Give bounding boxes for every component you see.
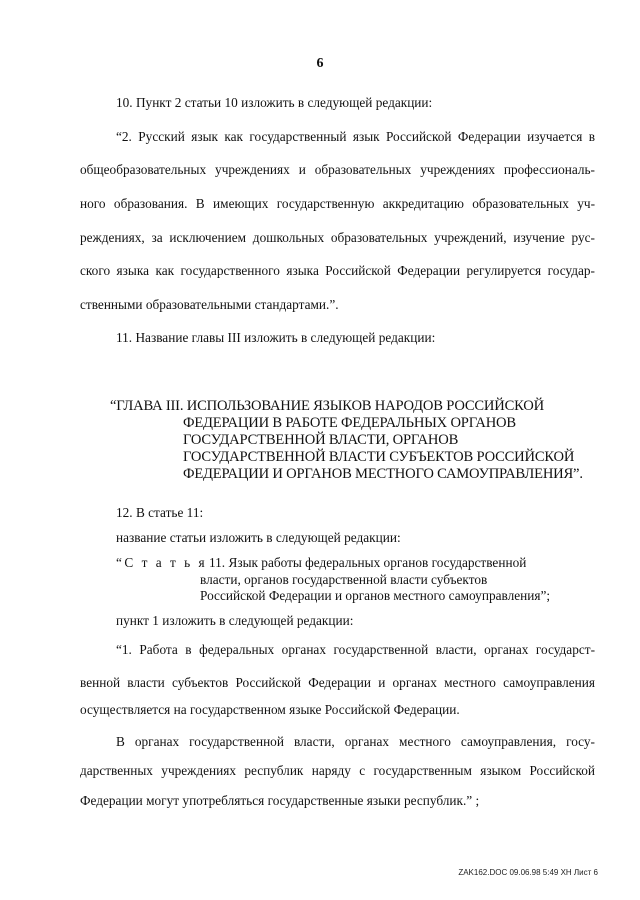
title-instruction: название статьи изложить в следующей редакции: bbox=[116, 530, 401, 545]
chapter-heading-line: ГОСУДАРСТВЕННОЙ ВЛАСТИ, ОРГАНОВ bbox=[183, 432, 459, 448]
chapter-heading-line: “ГЛАВА III. ИСПОЛЬЗОВАНИЕ ЯЗЫКОВ НАРОДОВ РОССИЙСКОЙ bbox=[110, 398, 544, 414]
paragraph-2-line: дарственных учреждениях республик наряду с государственным языком Российской bbox=[80, 763, 595, 778]
item-11-intro: 11. Название главы III изложить в следующей редакции: bbox=[116, 330, 436, 345]
paragraph-2-line: В органах государственной власти, органах местного самоуправления, госу- bbox=[116, 734, 595, 749]
document-footer: ZAK162.DOC 09.06.98 5:49 XH Лист 6 bbox=[458, 868, 598, 877]
item-10-quote-line: общеобразовательных учреждениях и образовательных учреждениях профессиональ- bbox=[80, 162, 595, 177]
article-title-line: Российской Федерации и органов местного самоуправления”; bbox=[200, 588, 551, 603]
item-10-quote-line: ского языка как государственного языка Российской Федерации регулируется государ- bbox=[80, 263, 595, 278]
chapter-heading-line: ФЕДЕРАЦИИ И ОРГАНОВ МЕСТНОГО САМОУПРАВЛЕНИЯ”. bbox=[183, 466, 583, 482]
article-title-line: власти, органов государственной власти субъектов bbox=[200, 572, 488, 587]
item-10-quote-line: “2. Русский язык как государственный язык Российской Федерации изучается в bbox=[116, 129, 595, 144]
page-number: 6 bbox=[316, 56, 324, 71]
chapter-heading-line: ГОСУДАРСТВЕННОЙ ВЛАСТИ СУБЪЕКТОВ РОССИЙСКОЙ bbox=[183, 449, 575, 465]
paragraph-2-line: Федерации могут употребляться государственные языки республик.” ; bbox=[80, 793, 480, 808]
item-12-intro: 12. В статье 11: bbox=[116, 505, 204, 520]
item-10-quote-line: ного образования. В имеющих государственную аккредитацию образовательных уч- bbox=[80, 196, 595, 211]
point-1-line: “1. Работа в федеральных органах государственной власти, органах государст- bbox=[116, 642, 595, 657]
point-instruction: пункт 1 изложить в следующей редакции: bbox=[116, 613, 354, 628]
chapter-heading-line: ФЕДЕРАЦИИ В РАБОТЕ ФЕДЕРАЛЬНЫХ ОРГАНОВ bbox=[183, 415, 516, 431]
article-word: “С т а т ь я bbox=[116, 555, 208, 570]
item-10-intro: 10. Пункт 2 статьи 10 изложить в следующей редакции: bbox=[116, 95, 433, 110]
item-10-quote-line: реждениях, за исключением дошкольных образовательных учреждений, изучение рус- bbox=[80, 230, 595, 245]
article-title-line: 11. Язык работы федеральных органов государственной bbox=[209, 555, 527, 570]
point-1-line: осуществляется на государственном языке Российской Федерации. bbox=[80, 702, 460, 717]
item-10-quote-line: ственными образовательными стандартами.”. bbox=[80, 297, 339, 312]
point-1-line: венной власти субъектов Российской Федерации и органах местного самоуправления bbox=[80, 675, 595, 690]
